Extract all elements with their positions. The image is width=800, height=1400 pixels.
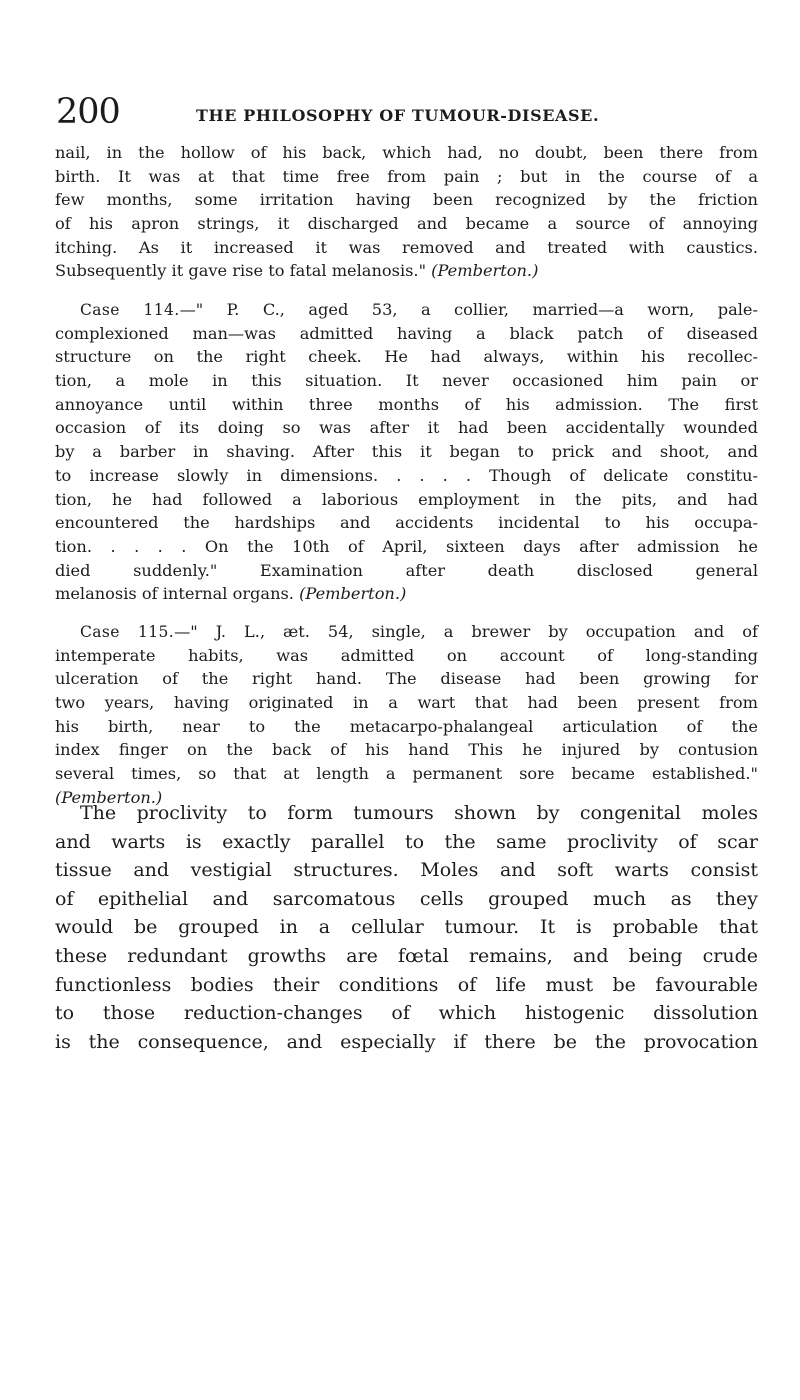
case-115-paragraph	[55, 620, 758, 810]
text-line: and warts is exactly parallel to the same proclivity of scar	[55, 830, 758, 853]
running-head	[56, 92, 756, 132]
text-line: by a barber in shaving. After this it began to prick and shoot, and	[55, 442, 758, 462]
text-line: annoyance until within three months of his admission. The first	[55, 394, 758, 414]
text-line: occasion of its doing so was after it had been accidentally wounded	[55, 418, 758, 438]
text-line: few months, some irritation having been recognized by the friction	[55, 190, 758, 210]
case-label: Case 115.	[80, 623, 175, 641]
text-line: encountered the hardships and accidents incidental to his occupa-	[55, 513, 758, 533]
text-line: died suddenly." Examination after death disclosed general	[55, 560, 758, 580]
text-fragment: Subsequently it gave rise to fatal melanosis."	[55, 261, 432, 281]
text-line: itching. As it increased it was removed and treated with caustics.	[55, 237, 758, 257]
text-line: tion, he had followed a laborious employment in the pits, and had	[55, 489, 758, 509]
text-line: structure on the right cheek. He had always, within his recollec-	[55, 347, 758, 367]
text-line: nail, in the hollow of his back, which had, no doubt, been there from	[55, 143, 758, 162]
text-line	[55, 620, 758, 644]
discussion-paragraph	[55, 799, 758, 1056]
case-114-paragraph	[55, 298, 758, 606]
citation: (Pemberton.)	[431, 261, 539, 281]
text-line: The proclivity to form tumours shown by congenital moles	[80, 802, 758, 824]
running-title: THE PHILOSOPHY OF TUMOUR-DISEASE.	[196, 106, 600, 125]
text-line: complexioned man—was admitted having a black patch of diseased	[55, 323, 758, 343]
text-line: his birth, near to the metacarpo-phalangeal articulation of the	[55, 716, 758, 736]
text-fragment: —" P. C., aged 53, a collier, married—a worn, pale-	[179, 300, 758, 319]
citation: (Pemberton.)	[55, 787, 163, 807]
text-line: two years, having originated in a wart that had been present from	[55, 693, 758, 713]
text-line: these redundant growths are fœtal remains, and being crude	[55, 944, 758, 967]
text-line: intemperate habits, was admitted on account of long-standing	[55, 645, 758, 665]
case-label: Case 114.	[80, 301, 180, 319]
text-fragment: —" J. L., æt. 54, single, a brewer by occupation and of	[174, 622, 758, 641]
text-line	[55, 259, 758, 283]
text-line: ulceration of the right hand. The disease had been growing for	[55, 669, 758, 689]
citation: (Pemberton.)	[299, 584, 407, 604]
text-line: is the consequence, and especially if there be the provocation	[55, 1030, 758, 1053]
text-line	[55, 582, 758, 606]
paragraph-continuation	[55, 141, 758, 283]
text-line: of epithelial and sarcomatous cells grouped much as they	[55, 887, 758, 910]
text-fragment: melanosis of internal organs.	[55, 584, 300, 604]
text-line: functionless bodies their conditions of life must be favourable	[55, 973, 758, 996]
text-line: tion. . . . . On the 10th of April, sixteen days after admission he	[55, 536, 758, 556]
text-line: tion, a mole in this situation. It never occasioned him pain or	[55, 371, 758, 391]
text-line	[55, 298, 758, 322]
text-line: of his apron strings, it discharged and became a source of annoying	[55, 214, 758, 234]
text-line: would be grouped in a cellular tumour. It is probable that	[55, 916, 758, 939]
page-number: 200	[56, 92, 120, 132]
text-line: birth. It was at that time free from pain ; but in the course of a	[55, 166, 758, 186]
text-line: several times, so that at length a permanent sore became established."	[55, 764, 758, 784]
text-line: tissue and vestigial structures. Moles and soft warts consist	[55, 859, 758, 882]
text-line: to those reduction-changes of which histogenic dissolution	[55, 1002, 758, 1025]
text-line: to increase slowly in dimensions. . . . . Though of delicate constitu-	[55, 465, 758, 485]
text-line: index finger on the back of his hand This he injured by contusion	[55, 740, 758, 760]
